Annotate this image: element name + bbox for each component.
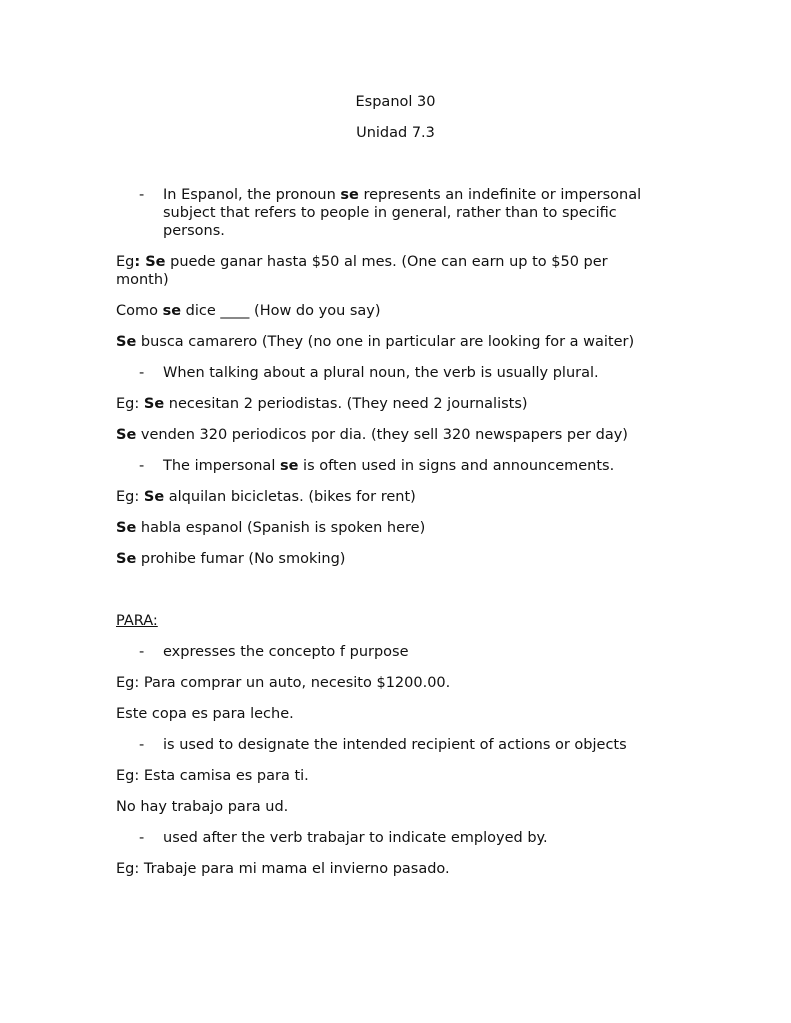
bold-text: Se [116, 427, 137, 443]
bullet-impersonal-se [163, 457, 673, 475]
bullet-employed-by: used after the verb trabajar to indicate employed by. [163, 830, 548, 846]
example-line: Eg: Para comprar un auto, necesito $1200.00. [116, 675, 451, 691]
bullet-purpose: expresses the concepto f purpose [163, 644, 409, 660]
text: habla espanol (Spanish is spoken here) [136, 520, 426, 536]
bold-text: Se [143, 396, 165, 412]
example-line [116, 333, 676, 351]
text: In Espanol, the pronoun [163, 187, 341, 203]
bold-text: : Se [134, 254, 166, 270]
text: alquilan bicicletas. (bikes for rent) [164, 489, 416, 505]
example-line [116, 426, 676, 444]
text: prohibe fumar (No smoking) [136, 551, 346, 567]
example-line [116, 302, 676, 320]
text: dice ____ (How do you say) [181, 303, 381, 319]
text: is often used in signs and announcements. [298, 458, 615, 474]
example-line [116, 550, 676, 568]
bold-text: Se [143, 489, 165, 505]
bold-text: se [340, 187, 359, 203]
text: The impersonal [163, 458, 280, 474]
section-heading-para: PARA: [116, 613, 158, 629]
text: necesitan 2 periodistas. (They need 2 journalists) [164, 396, 528, 412]
example-line [116, 395, 676, 413]
bullet-dash: - [139, 365, 145, 381]
bullet-dash: - [139, 187, 145, 203]
bullet-dash: - [139, 737, 145, 753]
bullet-dash: - [139, 830, 145, 846]
text: Como [116, 303, 163, 319]
bullet-recipient: is used to designate the intended recipient of actions or objects [163, 737, 627, 753]
bullet-dash: - [139, 644, 145, 660]
example-line: Eg: Trabaje para mi mama el invierno pasado. [116, 861, 450, 877]
text: represents an indefinite or impersonal subject that refers to people in general, rather than to specific persons. [163, 187, 642, 239]
document-subtitle: Unidad 7.3 [356, 125, 435, 141]
bold-text: se [279, 458, 299, 474]
example-line [116, 488, 676, 506]
bold-text: Se [116, 334, 137, 350]
example-line: Eg: Esta camisa es para ti. [116, 768, 309, 784]
document-title: Espanol 30 [355, 94, 436, 110]
text: Eg [116, 254, 135, 270]
text: puede ganar hasta $50 al mes. (One can earn up to $50 per month) [116, 254, 608, 288]
bullet-plural-noun: When talking about a plural noun, the verb is usually plural. [163, 365, 599, 381]
text: busca camarero (They (no one in particular are looking for a waiter) [136, 334, 635, 350]
bullet-se-definition [163, 186, 673, 240]
bold-text: se [162, 303, 182, 319]
bold-text: Se [116, 520, 137, 536]
bullet-dash: - [139, 458, 145, 474]
text: Eg: [116, 396, 144, 412]
example-line: No hay trabajo para ud. [116, 799, 289, 815]
example-line [116, 253, 661, 289]
bold-text: Se [116, 551, 137, 567]
text: Eg: [116, 489, 144, 505]
text: venden 320 periodicos por dia. (they sell 320 newspapers per day) [136, 427, 628, 443]
example-line: Este copa es para leche. [116, 706, 294, 722]
example-line [116, 519, 676, 537]
